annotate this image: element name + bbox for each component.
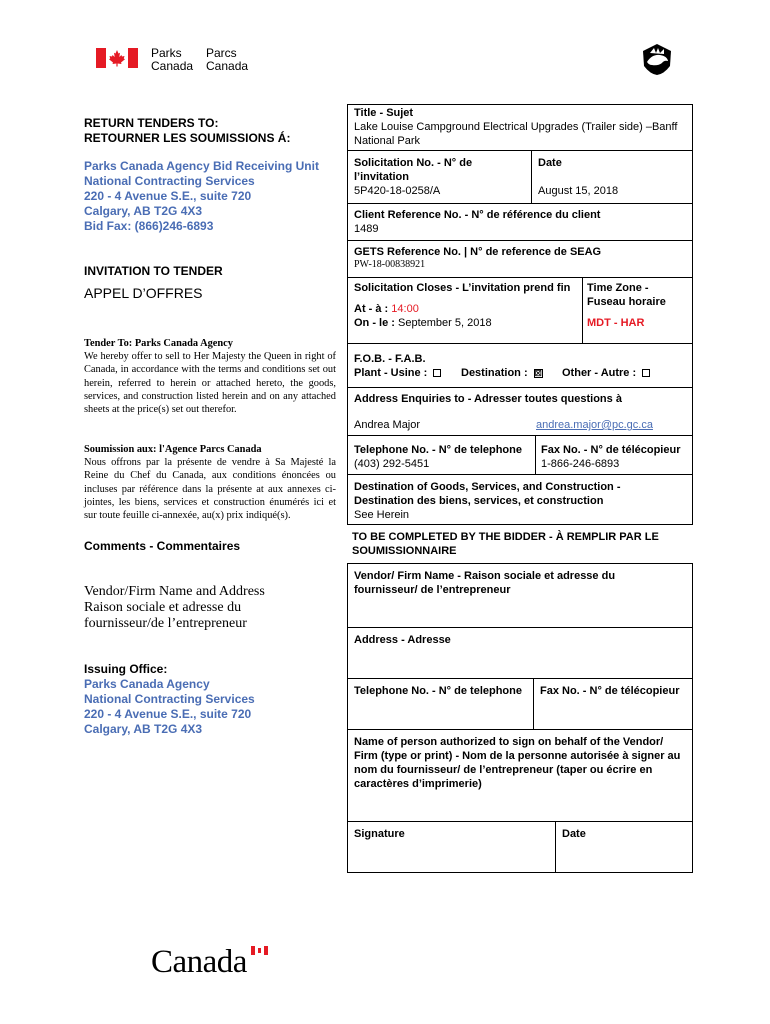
client-ref-field [354, 208, 690, 236]
canada-fr: Canada [206, 59, 249, 73]
fob-field [354, 352, 690, 380]
dest-goods-label-1: Destination of Goods, Services, and Construction - [354, 481, 621, 493]
signature-field[interactable] [354, 827, 552, 841]
tender-to-body: We hereby offer to sell to Her Majesty the Queen in right of Canada, in accordance with the terms and conditions set out herein, referred to herein or attached hereto, the goods, services, and construction listed herein and on any attached sheets at the price(s) set out therefor. [84, 351, 336, 416]
client-ref-label: Client Reference No. - N° de référence du client [354, 209, 601, 221]
tz-value: MDT - HAR [587, 317, 645, 329]
soumission-section [84, 443, 336, 522]
soumission-body: Nous offrons par la présente de vendre à Sa Majesté la Reine du Chef du Canada, aux conditions énoncées ou incluses par référence dans la présente at aux annexes ci-jointes, les biens, services et construction énumérés ici et sur toute feuille ci-annexée, au(x) prix indiqué(s). [84, 457, 336, 522]
bidder-telephone-field[interactable] [354, 684, 532, 698]
closes-label: Solicitation Closes - L’invitation prend fin [354, 282, 571, 294]
bidder-tel-label: Telephone No. - N° de telephone [354, 685, 522, 697]
gets-label: GETS Reference No. | N° de reference de SEAG [354, 246, 602, 258]
return-address-line: National Contracting Services [84, 174, 255, 188]
tel-label: Telephone No. - N° de telephone [354, 444, 522, 456]
vendor-name-label-2: fournisseur/ de l’entrepreneur [354, 584, 511, 596]
parks-en: Parks [151, 46, 182, 60]
contact-email-link[interactable]: andrea.major@pc.gc.ca [536, 419, 653, 431]
title-field [354, 106, 690, 148]
parcs-canada-fr [206, 47, 248, 73]
gets-field [354, 245, 690, 271]
vendor-label-line: Raison sociale et adresse du [84, 600, 242, 615]
signature-label: Signature [354, 828, 405, 840]
gets-value: PW-18-00838921 [354, 259, 426, 270]
date-label: Date [538, 157, 562, 169]
canada-flag-icon [96, 48, 138, 68]
issuing-line: Parks Canada Agency [84, 677, 210, 691]
tz-label-2: Fuseau horaire [587, 296, 666, 308]
destination-goods-field [354, 480, 690, 522]
fax-label: Fax No. - N° de télécopieur [541, 444, 681, 456]
authorized-person-field[interactable] [354, 735, 684, 791]
at-value: 14:00 [391, 303, 419, 315]
other-checkbox[interactable] [642, 369, 650, 377]
parks-canada-en [151, 47, 193, 73]
destination-label: Destination : [461, 367, 531, 379]
wordmark-flag-icon [251, 946, 268, 955]
return-address-block [84, 159, 319, 234]
date-value: August 15, 2018 [538, 185, 619, 197]
return-address-line: 220 - 4 Avenue S.E., suite 720 [84, 189, 252, 203]
solicitation-field [354, 156, 524, 198]
vendor-label-line: fournisseur/de l’entrepreneur [84, 616, 247, 631]
tender-to-title: Tender To: Parks Canada Agency [84, 338, 233, 349]
bidder-heading [352, 530, 692, 558]
bidder-label-2: SOUMISSIONNAIRE [352, 545, 457, 557]
bidder-label-1: TO BE COMPLETED BY THE BIDDER - À REMPLIR PAR LE [352, 531, 659, 543]
vendor-address-label [84, 584, 265, 632]
plant-label: Plant - Usine : [354, 367, 431, 379]
bidder-fax-field[interactable] [540, 684, 690, 698]
vendor-label-line: Vendor/Firm Name and Address [84, 584, 265, 599]
enquiries-field [354, 392, 690, 432]
date-field [538, 156, 688, 198]
closes-field [354, 281, 580, 330]
vendor-name-field[interactable] [354, 569, 690, 597]
fob-label: F.O.B. - F.A.B. [354, 353, 426, 365]
at-label: At - à : [354, 303, 392, 315]
return-title-fr: RETOURNER LES SOUMISSIONS Á: [84, 131, 291, 145]
return-address-line: Calgary, AB T2G 4X3 [84, 204, 203, 218]
bidder-fax-label: Fax No. - N° de télécopieur [540, 685, 680, 697]
tz-label-1: Time Zone - [587, 282, 649, 294]
solicitation-value: 5P420-18-0258/A [354, 185, 441, 197]
return-title-en: RETURN TENDERS TO: [84, 116, 219, 130]
dest-goods-label-2: Destination des biens, services, et construction [354, 495, 604, 507]
soumission-title: Soumission aux: l'Agence Parcs Canada [84, 444, 262, 455]
auth-label: Name of person authorized to sign on behalf of the Vendor/ Firm (type or print) - Nom de la personne autorisée à signer au nom du fournisseur/ de l’entrepreneur (taper ou écrire en caractères d’imprimerie) [354, 736, 681, 790]
sign-date-label: Date [562, 828, 586, 840]
dest-goods-value: See Herein [354, 509, 410, 521]
parks-canada-beaver-logo [640, 42, 674, 81]
return-tenders-title [84, 116, 290, 146]
return-address-line: Bid Fax: (866)246-6893 [84, 219, 214, 233]
enquiries-label: Address Enquiries to - Adresser toutes questions à [354, 393, 622, 405]
issuing-office-address [84, 677, 255, 737]
title-value: Lake Louise Campground Electrical Upgrades (Trailer side) –Banff National Park [354, 121, 678, 147]
tender-to-section [84, 337, 336, 416]
canada-en: Canada [151, 59, 194, 73]
contact-name: Andrea Major [354, 419, 421, 431]
parks-fr: Parcs [206, 46, 237, 60]
return-address-line: Parks Canada Agency Bid Receiving Unit [84, 159, 319, 173]
canada-wordmark: Canada [151, 944, 247, 980]
issuing-line: Calgary, AB T2G 4X3 [84, 722, 203, 736]
issuing-line: National Contracting Services [84, 692, 255, 706]
destination-checkbox[interactable]: ☒ [534, 368, 542, 378]
timezone-field [587, 281, 691, 330]
telephone-field [354, 443, 532, 471]
address-label: Address - Adresse [354, 634, 451, 646]
client-ref-value: 1489 [354, 223, 379, 235]
tel-value: (403) 292-5451 [354, 458, 430, 470]
address-field[interactable] [354, 633, 690, 647]
vendor-name-label-1: Vendor/ Firm Name - Raison sociale et adresse du [354, 570, 616, 582]
appel-doffres: APPEL D’OFFRES [84, 285, 203, 301]
solicitation-label: Solicitation No. - N° de l’invitation [354, 157, 473, 183]
on-value: September 5, 2018 [398, 317, 492, 329]
fax-field [541, 443, 691, 471]
title-label: Title - Sujet [354, 107, 414, 119]
fax-value: 1-866-246-6893 [541, 458, 620, 470]
issuing-office-label: Issuing Office: [84, 662, 168, 676]
plant-checkbox[interactable] [433, 369, 441, 377]
other-label: Other - Autre : [562, 367, 640, 379]
comments-label: Comments - Commentaires [84, 539, 241, 553]
invitation-to-tender: INVITATION TO TENDER [84, 264, 223, 278]
sign-date-field[interactable] [562, 827, 690, 841]
issuing-line: 220 - 4 Avenue S.E., suite 720 [84, 707, 252, 721]
on-label: On - le : [354, 317, 398, 329]
